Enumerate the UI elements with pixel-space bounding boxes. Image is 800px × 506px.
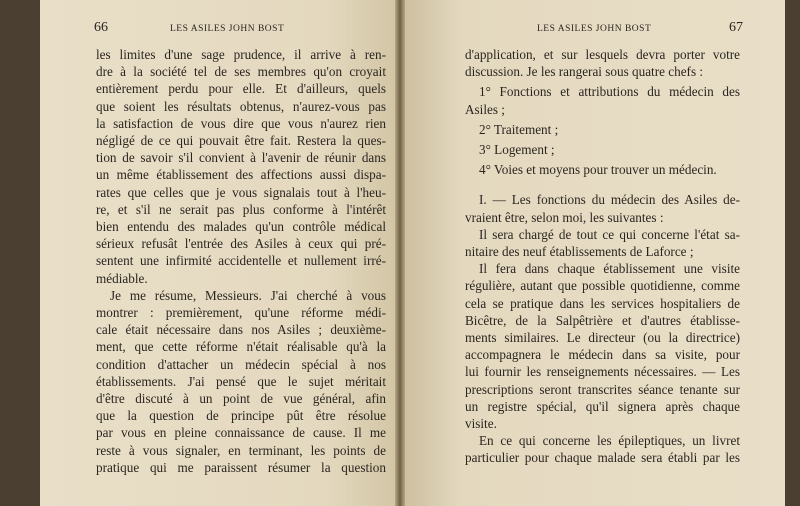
text-line: discussion. Je les rangerai sous quatre chefs : [465,64,704,80]
text-line: d'application, et sur lesquels devra porter votre [465,47,740,62]
text-line: tion de savoir s'il convient à l'avenir de réunir dans [96,150,386,166]
text-line: ment, que cette réforme n'était réalisable qu'à la [96,339,386,355]
text-line: 3° Logement ; [479,142,555,158]
text-line: rates que celles que je vous signalais tout à l'heu- [96,184,386,200]
text-line: reste à vous signaler, en terminant, les points de [96,442,386,458]
text-line: Il fera dans chaque établissement une visite [479,261,740,277]
text-line: entièrement perdu pour elle. Et d'ailleurs, quels [96,81,386,97]
text-line: Asiles ; [465,101,505,117]
text-line: Il sera chargé de tout ce qui concerne l'état sa- [479,226,740,242]
text-line: particulier pour chaque malade sera établi par les [465,450,740,466]
text-line: cela se pratique dans les services hospitaliers de [465,295,740,311]
text-line: 2° Traitement ; [479,121,559,137]
text-line: lui fournir les renseignements nécessaires. — Les [465,364,740,380]
text-line: 4° Voies et moyens pour trouver un médecin. [479,162,717,178]
left-page-text [96,46,386,476]
text-line: nitaire des neuf établissements de Laforce ; [465,244,694,260]
text-line: vraient être, selon moi, les suivantes : [465,209,664,225]
text-line: re, et s'il ne serait pas plus conforme à l'intérêt [96,201,386,217]
text-line: montrer : premièrement, qu'une réforme médi- [96,305,386,321]
text-line: les limites d'une sage prudence, il arrive à ren- [96,47,386,62]
text-line: I. — Les fonctions du médecin des Asiles de- [479,192,740,208]
book-gutter [395,0,405,506]
text-line: condition d'attacher un médecin spécial à nos [96,356,386,372]
text-line: prescriptions seront transcrites séance tenante sur [465,381,740,397]
paragraph-gap [465,181,740,191]
text-line: la satisfaction de vous dire que vous n'aurez rien [96,115,386,131]
text-line: établissements. J'ai pensé que le sujet méritait [96,373,386,389]
text-line: régulière, autant que possible quotidienne, comme [465,278,740,294]
text-line: sérieux refusât l'entrée des Asiles à ceux qui pré- [96,236,386,252]
text-line: cale était nécessaire dans nos Asiles ; deuxième- [96,322,386,338]
text-line: un même établissement des affections aussi dispa- [96,167,386,183]
left-page-number: 66 [94,20,108,35]
left-running-head: LES ASILES JOHN BOST [170,24,285,34]
text-line: que soient les résultats obtenus, n'aurez-vous pas [96,98,386,114]
text-line: que la question de principe pût être résolue [96,408,386,424]
text-line: d'être discuté à un point de vue général, afin [96,391,386,407]
text-line: En ce qui concerne les épileptiques, un livret [479,433,740,449]
left-page [40,0,395,506]
text-line: négligé de ce qui pouvait être fait. Restera la ques- [96,133,386,149]
text-line: sentent une infirmité accidentelle et nullement irré- [96,253,386,269]
text-line: visite. [465,416,497,432]
right-page-text [465,46,740,467]
text-line: dre à la société tel de ses membres qu'on croyait [96,64,386,80]
right-page-number: 67 [729,20,743,35]
text-line: accompagnera le médecin dans sa visite, pour [465,347,740,363]
text-line: par vous en pleine connaissance de cause. Il me [96,425,386,441]
text-line: bien entendu des malades qu'un contrôle médical [96,219,386,235]
text-line: Je me résume, Messieurs. J'ai cherché à vous [110,287,386,303]
text-line: ments similaires. Le directeur (ou la directrice) [465,330,740,346]
right-running-head: LES ASILES JOHN BOST [537,24,652,34]
text-line: un registre spécial, qu'il signera après chaque [465,398,740,414]
text-line: pratique qui me paraissent résumer la question [96,459,386,475]
text-line: médiable. [96,270,148,286]
text-line: Bicêtre, de la Salpêtrière et d'autres établisse- [465,312,740,328]
right-page [405,0,785,506]
text-line: 1° Fonctions et attributions du médecin des [479,84,740,100]
